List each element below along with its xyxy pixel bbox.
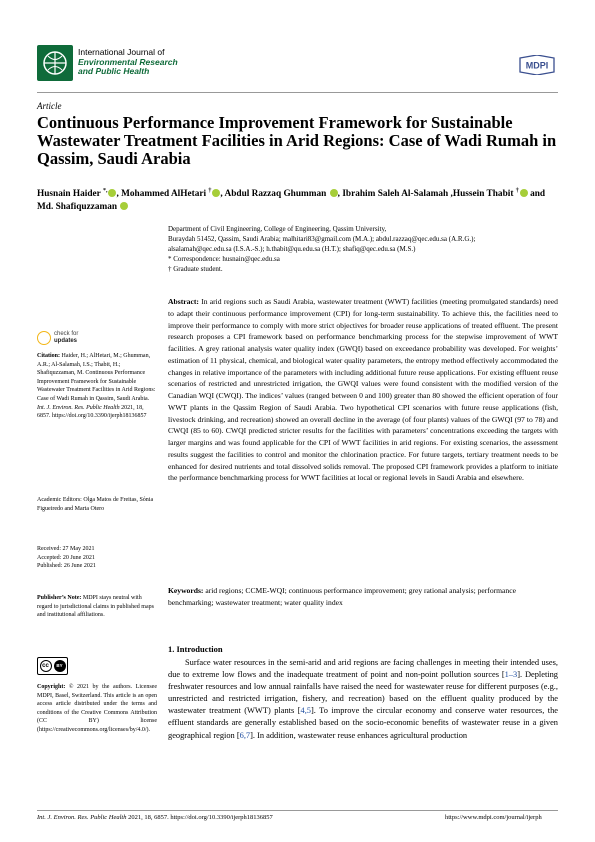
intro-text: ]. Depleting freshwater resources and low annual rainfalls have raised the need for wastewater reuse for different purposes (e.g., unrestricted and restricted irrigation, fishery, and recreation) based on the effluent quality produced by the wastewater treatment (WWT) plants [ — [168, 670, 558, 716]
copyright-block — [37, 683, 157, 735]
author-mark: *, — [102, 188, 108, 194]
reference-link[interactable]: 6,7 — [239, 730, 251, 740]
footer-doi[interactable]: 2021, 18, 6857. https://doi.org/10.3390/ijerph18136857 — [128, 814, 273, 821]
check-updates-icon[interactable] — [37, 331, 51, 345]
author-separator: , — [220, 189, 225, 200]
header-divider — [37, 92, 558, 93]
citation-journal: Int. J. Environ. Res. Public Health — [37, 404, 120, 411]
journal-name — [78, 48, 178, 77]
article-type: Article — [37, 101, 62, 111]
received-date: Received: 27 May 2021 — [37, 546, 95, 552]
author-name: Abdul Razzaq Ghumman — [224, 189, 329, 200]
author-separator: and — [527, 189, 546, 200]
abstract-label: Abstract: — [168, 297, 199, 306]
author-list — [37, 185, 557, 214]
cc-icon: cc — [40, 660, 52, 672]
abstract — [168, 296, 558, 484]
publisher-note-label: Publisher’s Note: — [37, 595, 82, 601]
check-updates-line1: check for — [54, 331, 79, 337]
abstract-text: In arid regions such as Saudi Arabia, wastewater treatment (WWT) facilities (meeting promulgated standards) need to adapt their continuous performance improvement (CPI) for long-term sustainability. To achieve this, the facilities need to improve their performance to comply with more strict objectives for broader reuse applications of treated effluent. The present research proposes a CPI framework based on performance benchmarking process for the stepwise improvement of WWT facilities. A grey rational analysis water quality index (GWQI) based on exceedance probability was developed. For weights’ estimation of 11 physical, chemical, and biological water quality parameters, the entropy method effectively accommodated the changes in relative importance of the parameters with including additional future reuse applications. For existing effluent reuse scenarios of restricted and unrestricted irrigation, the GWQI values were found consistent with the modified version of the Canadian WQI (CWQI). The indices’ values (ranged between 0 and 100) greater than 80 showed the efficient operation of four WWT plants in the Qassim Region of Saudi Arabia. Two hypothetical CPI scenarios with future reuse applications (fish, livestock drinking, and recreation) showed an overall decline in the average (of four plants) values of the GWQI (97 to 78) and CWQI (85 to 60). CWQI predicted stricter results for the facilities with parameters’ concentrations exceeding the targets with larger margins and was found applicable for the CPI of WWT facilities in arid regions. For existing scenarios, the assessment results suggest the facilities to control and monitor the chlorination practice. For future targets, tertiary treatment needs to be enhanced for desired nutrients and total dissolved solids removal. The proposed CPI framework provides a platform to initiate the performance benchmarking process for WWT facilities at local or regional levels in Saudi Arabia and elsewhere. — [168, 297, 558, 483]
reference-link[interactable]: 4,5 — [300, 706, 311, 716]
article-title: Continuous Performance Improvement Framework for Sustainable Wastewater Treatment Facilities in Arid Regions: Case of Wadi Rumah in Qassim, Saudi Arabia — [37, 113, 557, 168]
footer-divider — [37, 810, 558, 811]
keywords — [168, 585, 558, 608]
section-heading: 1. Introduction — [168, 644, 223, 654]
publisher-note — [37, 594, 157, 620]
reference-link[interactable]: 1–3 — [504, 670, 518, 680]
author-name: Husnain Haider — [37, 189, 103, 200]
citation-text: Haider, H.; AlHetari, M.; Ghumman, A.R.; Al-Salamah, I.S.; Thabit, H.; Shafiquzzaman, M. Continuous Performance Improvement Framework for Sustainable Wastewater Treatment Facilities in Arid Regions: Case of Wadi Rumah in Qassim, Saudi Arabia. — [37, 353, 156, 402]
journal-name-line1: International Journal of — [78, 47, 165, 57]
intro-text: Surface water resources in the semi-arid and arid regions are facing challenges in meeting their intended uses, due to extreme low flows and the inadequate treatment of point and non-point pollution sources [ — [168, 658, 558, 680]
accepted-date: Accepted: 20 June 2021 — [37, 554, 95, 561]
author-separator: , — [116, 189, 122, 200]
footer-journal: Int. J. Environ. Res. Public Health — [37, 814, 127, 821]
keywords-label: Keywords: — [168, 586, 204, 595]
orcid-icon[interactable] — [520, 189, 528, 197]
copyright-label: Copyright: — [37, 684, 66, 690]
author-name: Ibrahim Saleh Al-Salamah — [342, 189, 451, 200]
journal-name-line3: and Public Health — [78, 66, 150, 76]
published-date: Published: 26 June 2021 — [37, 563, 96, 570]
author-name: Md. Shafiquzzaman — [37, 202, 120, 213]
author-mark: † — [208, 188, 212, 194]
by-icon: BY — [54, 660, 66, 672]
citation-label: Citation: — [37, 353, 60, 359]
intro-text: ]. To improve the circular economy and conserve water resources, the effluent standards are generally established based on the socio-economic benefits of wastewater reuse in a given geographical region [ — [168, 706, 558, 740]
citation-block — [37, 352, 157, 421]
intro-text: ]. In addition, wastewater reuse enhances agricultural production — [250, 730, 468, 740]
check-updates-button[interactable] — [54, 331, 78, 344]
mdpi-logo-text: MDPI — [525, 60, 549, 71]
author-separator: , — [450, 189, 453, 200]
cc-by-license-icon[interactable] — [37, 657, 68, 675]
footer-citation — [37, 814, 273, 821]
keywords-text: arid regions; CCME-WQI; continuous performance improvement; grey rational analysis; performance benchmarking; wastewater treatment; water quality index — [168, 586, 516, 607]
journal-name-line2: Environmental Research — [78, 56, 178, 67]
orcid-icon[interactable] — [120, 202, 128, 210]
citation-tail[interactable]: 2021, 18, 6857. https://doi.org/10.3390/ijerph18136857 — [37, 404, 147, 420]
affiliation-line: alsalamah@qec.edu.sa (I.S.A.-S.); h.thabit@qu.edu.sa (H.T.); shafiq@qec.edu.sa (M.S.) — [168, 244, 416, 253]
check-updates-line2: updates — [54, 337, 78, 344]
copyright-text: © 2021 by the authors. Licensee MDPI, Basel, Switzerland. This article is an open access article distributed under the terms and conditions of the Creative Commons Attribution (CC BY) license (https://creativecommons.org/licenses/by/4.0/). — [37, 684, 157, 733]
journal-logo — [37, 45, 73, 81]
affiliations — [168, 225, 558, 275]
author-mark: † — [515, 188, 519, 194]
academic-editors: Academic Editors: Olga Matos de Freitas, Sónia Figueiredo and Marta Otero — [37, 497, 154, 512]
mdpi-logo — [517, 55, 557, 75]
correspondence-note: * Correspondence: husnain@qec.edu.sa — [168, 254, 280, 263]
affiliation-line: Buraydah 51452, Qassim, Saudi Arabia; malhitari83@gmail.com (M.A.); abdul.razzaq@qec.edu.sa (A.R.G.); — [168, 234, 476, 243]
author-name: Mohammed AlHetari — [121, 189, 209, 200]
author-separator: , — [337, 189, 343, 200]
affiliation-line: Department of Civil Engineering, College of Engineering, Qassim University, — [168, 225, 387, 233]
orcid-icon[interactable] — [330, 189, 338, 197]
dates-block — [37, 545, 157, 571]
intro-paragraph — [168, 657, 558, 742]
author-name: Hussein Thabit — [452, 189, 516, 200]
publisher-note-text: MDPI stays neutral with regard to jurisdictional claims in published maps and institutional affiliations. — [37, 595, 154, 619]
graduate-note: † Graduate student. — [168, 264, 223, 273]
footer-journal-url[interactable]: https://www.mdpi.com/journal/ijerph — [445, 814, 542, 821]
